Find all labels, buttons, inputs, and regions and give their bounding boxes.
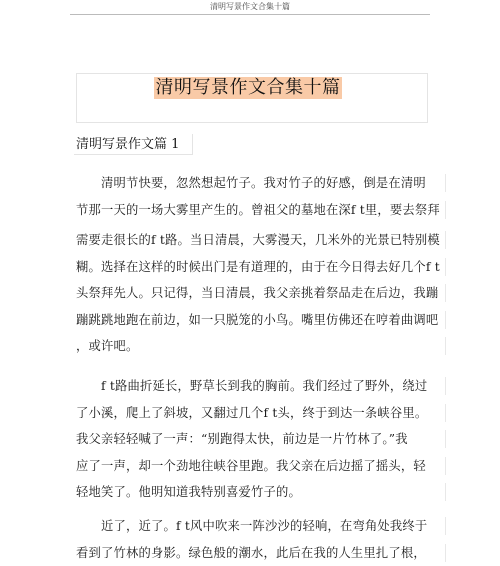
section-heading: 清明写景作文篇 1: [76, 137, 180, 152]
paragraph-1: [76, 170, 440, 360]
paragraph-line: 清明节快要，忽然想起竹子。我对竹子的好感，倒是在清明: [76, 170, 436, 197]
paragraph-line: 轻地笑了。他明知道我特别喜爱竹子的。: [76, 479, 436, 506]
document-title: 清明写景作文合集十篇: [155, 77, 341, 98]
paragraph-line: 糊。选择在这样的时候出门是有道理的，由于在今日得去好几个f t: [76, 254, 436, 281]
paragraph-line: 节那一天的一场大雾里产生的。曾祖父的墓地在深f t里，要去祭拜: [76, 197, 436, 224]
paragraph-line: f t路曲折延长，野草长到我的胸前。我们经过了野外，绕过: [76, 373, 436, 400]
paragraph-line: 近了，近了。f t风中吹来一阵沙沙的轻响，在弯角处我终于: [76, 513, 436, 540]
paragraph-line: 需要走很长的f t路。当日清晨，大雾漫天，几米外的光景已特别模: [76, 227, 436, 254]
paragraph-line: 看到了竹林的身影。绿色般的潮水，此后在我的人生里扎了根，: [76, 540, 436, 566]
paragraph-line: 应了一声，却一个劲地往峡谷里跑。我父亲在后边摇了摇头，轻: [76, 453, 436, 480]
paragraph-3: [76, 513, 436, 566]
header-rule: [70, 14, 430, 15]
paragraph-2: [76, 373, 436, 506]
running-header: 清明写景作文合集十篇: [210, 2, 290, 11]
paragraph-line: ，或许吧。: [76, 333, 436, 360]
paragraph-line: 头祭拜先人。只记得，当日清晨，我父亲挑着祭品走在后边，我蹦: [76, 280, 436, 307]
paragraph-line: 了小溪，爬上了斜坡，又翻过几个f t头，终于到达一条峡谷里。: [76, 400, 436, 427]
paragraph-line: 我父亲轻轻喊了一声：“别跑得太快，前边是一片竹林了。”我: [76, 426, 436, 453]
paragraph-line: 蹦跳跳地跑在前边，如一只脱笼的小鸟。嘴里仿佛还在哼着曲调吧: [76, 307, 436, 334]
